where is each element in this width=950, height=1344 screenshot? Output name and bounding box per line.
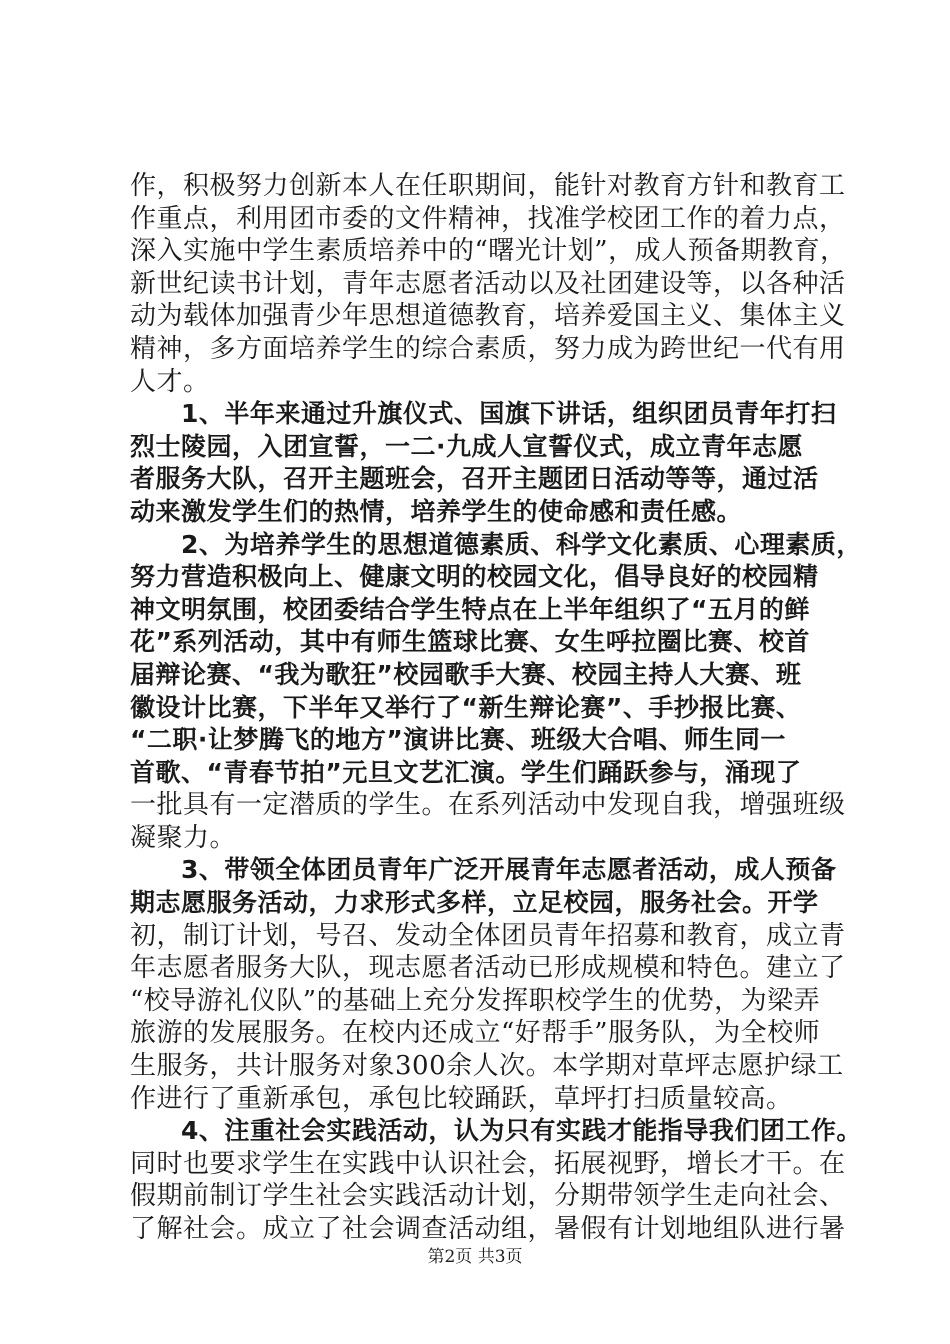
text-line: 神文明氛围，校团委结合学生特点在上半年组织了“五月的鲜: [130, 594, 810, 624]
text-line: 一批具有一定潜质的学生。在系列活动中发现自我，增强班级: [130, 790, 846, 821]
text-line: 作进行了重新承包，承包比较踊跃，草坪打扫质量较高。: [130, 1083, 793, 1114]
text-line: 了解社会。成立了社会调查活动组，暑假有计划地组队进行暑: [130, 1214, 846, 1244]
text-line: 初，制订计划，号召、发动全体团员青年招募和教育，成立青: [130, 920, 846, 951]
text-line: 新世纪读书计划，青年志愿者活动以及社团建设等，以各种活: [130, 268, 846, 299]
text-line: 假期前制订学生社会实践活动计划，分期带领学生走向社会、: [130, 1181, 846, 1212]
text-line: 旅游的发展服务。在校内还成立“好帮手”服务队，为全校师: [130, 1018, 821, 1049]
text-line: 精神，多方面培养学生的综合素质，努力成为跨世纪一代有用: [130, 333, 846, 364]
text-line: 深入实施中学生素质培养中的“曙光计划”，成人预备期教育，: [130, 236, 847, 267]
text-line: 者服务大队，召开主题班会，召开主题团日活动等等，通过活: [130, 464, 819, 494]
text-line: 同时也要求学生在实践中认识社会，拓展视野，增长才干。在: [130, 1148, 846, 1179]
text-line: 烈士陵园，入团宣誓，一二·九成人宣誓仪式，成立青年志愿: [130, 431, 803, 461]
text-line: 首歌、“青春节拍”元旦文艺汇演。学生们踊跃参与，涌现了: [130, 757, 802, 787]
text-line: 作重点，利用团市委的文件精神，找准学校团工作的着力点，: [130, 203, 846, 234]
text-line: 徽设计比赛，下半年又举行了“新生辩论赛”、手抄报比赛、: [130, 692, 802, 722]
document-body: [130, 170, 862, 1246]
text-line: 努力营造积极向上、健康文明的校园文化，倡导良好的校园精: [130, 562, 819, 592]
text-line: 2、为培养学生的思想道德素质、科学文化素质、心理素质，: [130, 529, 862, 559]
text-line: 1、半年来通过升旗仪式、国旗下讲话，组织团员青年打扫: [130, 399, 837, 429]
text-line: 3、带领全体团员青年广泛开展青年志愿者活动，成人预备: [130, 855, 837, 885]
text-line: “校导游礼仪队”的基础上充分发挥职校学生的优势，为梁弄: [130, 985, 821, 1016]
text-line: 期志愿服务活动，力求形式多样，立足校园，服务社会。开学: [130, 888, 819, 918]
text-line: 作，积极努力创新本人在任职期间，能针对教育方针和教育工: [130, 171, 846, 201]
text-line: 动来激发学生们的热情，培养学生的使命感和责任感。: [130, 496, 743, 526]
text-line: 动为载体加强青少年思想道德教育，培养爱国主义、集体主义: [130, 301, 846, 332]
text-line: 年志愿者服务大队，现志愿者活动已形成规模和特色。建立了: [130, 953, 846, 984]
text-line: 届辩论赛、“我为歌狂”校园歌手大赛、校园主持人大赛、班: [130, 659, 802, 689]
text-line: 4、注重社会实践活动，认为只有实践才能指导我们团工作。: [130, 1116, 862, 1146]
text-line: 花”系列活动，其中有师生篮球比赛、女生呼拉圈比赛、校首: [130, 627, 810, 657]
text-line: “二职·让梦腾飞的地方”演讲比赛、班级大合唱、师生同一: [130, 725, 786, 755]
text-line: 人才。: [130, 366, 210, 397]
text-line: 凝聚力。: [130, 822, 237, 853]
text-line: 生服务，共计服务对象300余人次。本学期对草坪志愿护绿工: [130, 1051, 844, 1082]
page-footer: 第2页 共3页: [427, 1247, 523, 1267]
